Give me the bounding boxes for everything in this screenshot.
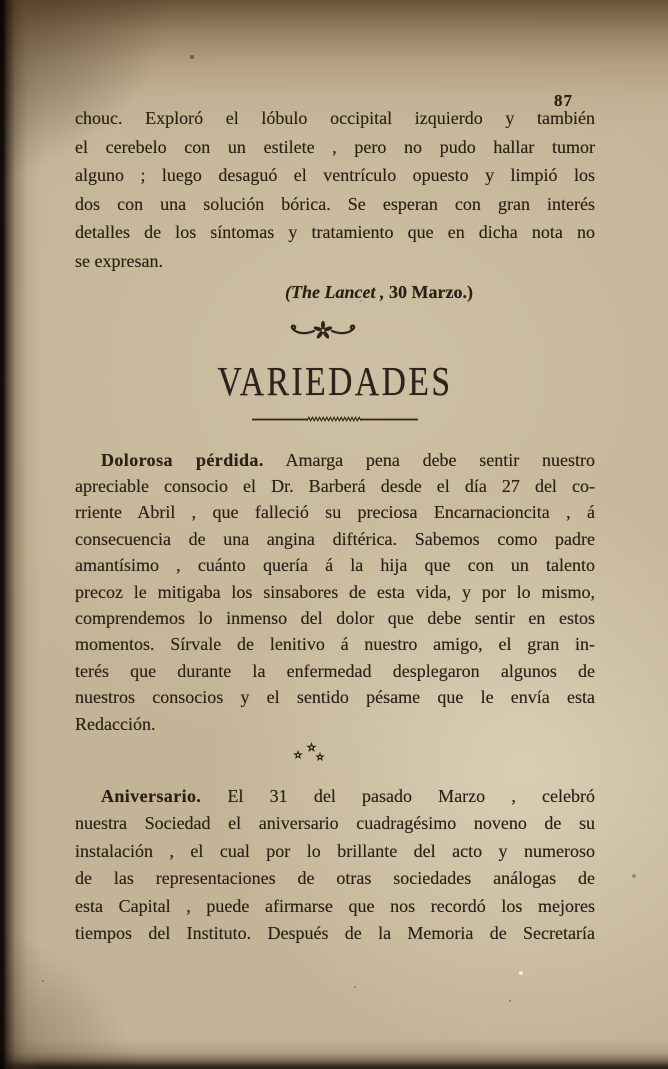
page-number: 87 (554, 91, 573, 110)
text-line: Redacción. (75, 713, 156, 734)
text-line: alguno ; luego desaguó el ventrículo opuesto y limpió los (75, 165, 595, 186)
title-rule-ornament-icon (75, 414, 595, 424)
section-title: VARIEDADES (217, 357, 453, 404)
text-line: de las representaciones de otras sociedades análogas de (75, 868, 595, 889)
text-line: se expresan. (75, 250, 163, 271)
text-line (75, 783, 595, 810)
text-line: comprendemos lo inmenso del dolor que debe sentir en estos (75, 608, 595, 628)
text-line: instalación , el cual por lo brillante del acto y numeroso (75, 840, 595, 861)
attribution-date: 30 Marzo.) (389, 281, 473, 302)
text-line: dos con una solución bórica. Se esperan con gran interés (75, 193, 595, 214)
text-line (75, 447, 595, 473)
text-line: rriente Abril , que falleció su preciosa Encarnacioncita , á (75, 502, 595, 523)
stars-ornament-icon (292, 741, 326, 767)
article-first-line-rest: El 31 del pasado Marzo , celebró (227, 786, 595, 807)
text-line: amantísimo , cuánto quería á la hija que con un talento (75, 555, 595, 576)
article-first-line-rest: Amarga pena debe sentir nuestro (285, 449, 595, 470)
text-line: el cerebelo con un estilete , pero no pudo hallar tumor (75, 136, 595, 157)
article-body (75, 810, 595, 947)
text-line: nuestra Sociedad el aniversario cuadragésimo noveno de su (75, 813, 595, 834)
text-line: detalles de los síntomas y tratamiento que en dicha nota no (75, 222, 595, 243)
attribution-source: (The Lancet , (285, 281, 385, 302)
article-body (75, 473, 595, 737)
fleuron-ornament-icon (63, 318, 583, 344)
article-lead: Aniversario. (101, 786, 202, 807)
text-line: terés que durante la enfermedad desplegaron algunos de (75, 660, 595, 681)
text-line: precoz le mitigaba los sinsabores de esta vida, y por lo mismo, (75, 581, 595, 602)
page-text-block (75, 0, 595, 947)
text-line: esta Capital , puede afirmarse que nos recordó los mejores (75, 895, 595, 916)
text-line: tiempos del Instituto. Después de la Memoria de Secretaría (75, 923, 595, 944)
article-dolorosa-perdida (75, 447, 595, 737)
attribution-line (75, 281, 595, 303)
paper-specks (0, 0, 2, 2)
text-line: apreciable consocio el Dr. Barberá desde el día 27 del co- (75, 475, 595, 496)
text-line: nuestros consocios y el sentido pésame que le envía esta (75, 687, 595, 708)
text-line: chouc. Exploró el lóbulo occipital izquierdo y también (75, 108, 595, 128)
text-line: momentos. Sírvale de lenitivo á nuestro amigo, el gran in- (75, 634, 595, 655)
article-lead: Dolorosa pérdida. (101, 449, 264, 470)
paragraph-continuation (75, 104, 595, 276)
text-line: consecuencia de una angina diftérica. Sabemos como padre (75, 528, 595, 549)
article-aniversario (75, 783, 595, 947)
